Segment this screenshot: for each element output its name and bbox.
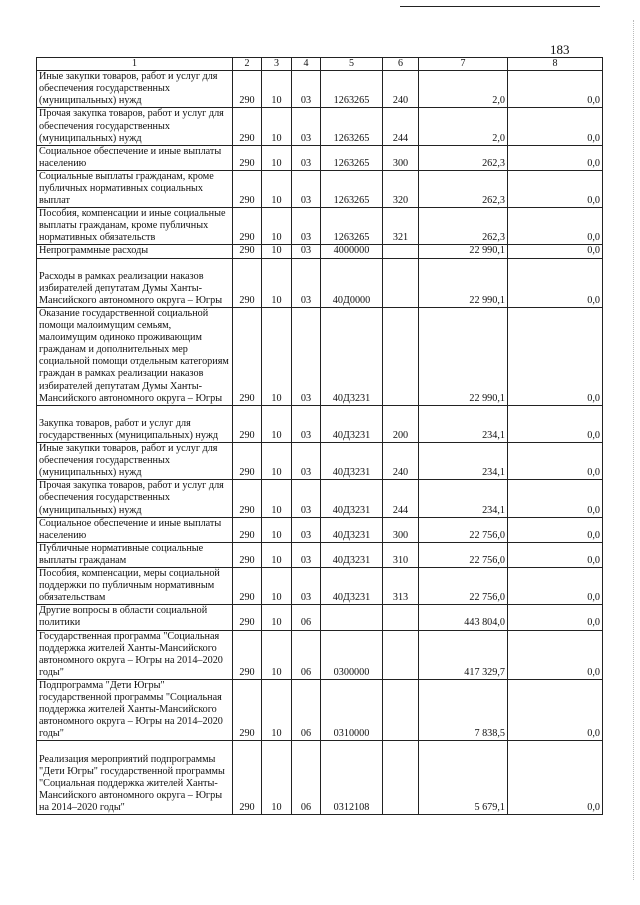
row-value-cell-c2: 290 <box>233 517 262 542</box>
row-name-cell: Государственная программа "Социальная поддержка жителей Ханты-Мансийского автономного округа – Югры на 2014–2020 годы" <box>37 630 233 679</box>
table-row <box>37 741 603 815</box>
row-value-cell-c5: 40Д3231 <box>321 542 383 567</box>
table-row <box>37 542 603 567</box>
row-name-cell: Оказание государственной социальной помощи малоимущим семьям, малоимущим одиноко проживающим гражданам и дополнительных мер социальной помощи отдельным категориям граждан в рамках реализации наказов избирателей депутатам Думы Ханты-Мансийского автономного округа – Югры <box>37 307 233 405</box>
row-value-cell-c6: 244 <box>383 480 419 517</box>
row-value-cell-c8: 0,0 <box>508 679 603 741</box>
row-value-cell-c6 <box>383 741 419 815</box>
row-value-cell-c4: 06 <box>292 741 321 815</box>
row-name-cell: Другие вопросы в области социальной политики <box>37 605 233 630</box>
row-value-cell-c5: 40Д3231 <box>321 517 383 542</box>
row-value-cell-c4: 03 <box>292 542 321 567</box>
column-header: 8 <box>508 58 603 71</box>
row-value-cell-c2: 290 <box>233 542 262 567</box>
row-value-cell-c3: 10 <box>262 108 292 145</box>
row-value-cell-c4: 03 <box>292 307 321 405</box>
row-value-cell-c7: 443 804,0 <box>419 605 508 630</box>
row-value-cell-c6: 300 <box>383 145 419 170</box>
row-name-cell: Прочая закупка товаров, работ и услуг для обеспечения государственных (муниципальных) нужд <box>37 480 233 517</box>
row-value-cell-c5: 40Д3231 <box>321 443 383 480</box>
row-value-cell-c5: 1263265 <box>321 108 383 145</box>
row-value-cell-c5: 1263265 <box>321 208 383 245</box>
row-value-cell-c5: 0310000 <box>321 679 383 741</box>
row-value-cell-c4: 06 <box>292 605 321 630</box>
table-row <box>37 605 603 630</box>
row-name-cell: Непрограммные расходы <box>37 245 233 258</box>
table-row <box>37 145 603 170</box>
row-value-cell-c3: 10 <box>262 679 292 741</box>
row-value-cell-c6 <box>383 245 419 258</box>
row-value-cell-c8: 0,0 <box>508 443 603 480</box>
row-value-cell-c6: 240 <box>383 443 419 480</box>
column-header: 5 <box>321 58 383 71</box>
row-value-cell-c5: 40Д3231 <box>321 307 383 405</box>
row-value-cell-c3: 10 <box>262 245 292 258</box>
row-value-cell-c8: 0,0 <box>508 741 603 815</box>
row-name-cell: Пособия, компенсации, меры социальной поддержки по публичным нормативным обязательствам <box>37 568 233 605</box>
row-value-cell-c3: 10 <box>262 443 292 480</box>
top-rule <box>400 6 600 7</box>
row-value-cell-c8: 0,0 <box>508 108 603 145</box>
row-value-cell-c4: 03 <box>292 108 321 145</box>
row-value-cell-c2: 290 <box>233 208 262 245</box>
row-value-cell-c8: 0,0 <box>508 517 603 542</box>
table-row <box>37 480 603 517</box>
row-value-cell-c5: 1263265 <box>321 170 383 207</box>
row-value-cell-c7: 22 756,0 <box>419 542 508 567</box>
row-value-cell-c6: 313 <box>383 568 419 605</box>
row-value-cell-c7: 234,1 <box>419 443 508 480</box>
row-value-cell-c2: 290 <box>233 245 262 258</box>
column-header: 7 <box>419 58 508 71</box>
row-value-cell-c4: 03 <box>292 170 321 207</box>
header-row <box>37 58 603 71</box>
column-header: 6 <box>383 58 419 71</box>
row-value-cell-c2: 290 <box>233 405 262 442</box>
row-value-cell-c7: 22 990,1 <box>419 245 508 258</box>
table-row <box>37 443 603 480</box>
row-value-cell-c3: 10 <box>262 741 292 815</box>
row-name-cell: Прочая закупка товаров, работ и услуг для обеспечения государственных (муниципальных) нужд <box>37 108 233 145</box>
table-row <box>37 258 603 307</box>
table-row <box>37 170 603 207</box>
row-value-cell-c4: 06 <box>292 630 321 679</box>
row-value-cell-c3: 10 <box>262 630 292 679</box>
row-value-cell-c4: 03 <box>292 145 321 170</box>
table-body <box>37 71 603 815</box>
row-value-cell-c3: 10 <box>262 307 292 405</box>
row-value-cell-c5: 40Д3231 <box>321 480 383 517</box>
row-value-cell-c2: 290 <box>233 630 262 679</box>
row-name-cell: Социальные выплаты гражданам, кроме публичных нормативных социальных выплат <box>37 170 233 207</box>
row-value-cell-c3: 10 <box>262 542 292 567</box>
row-value-cell-c4: 03 <box>292 517 321 542</box>
row-name-cell: Закупка товаров, работ и услуг для государственных (муниципальных) нужд <box>37 405 233 442</box>
row-value-cell-c2: 290 <box>233 71 262 108</box>
row-value-cell-c4: 06 <box>292 679 321 741</box>
table-row <box>37 245 603 258</box>
row-value-cell-c2: 290 <box>233 443 262 480</box>
row-name-cell: Подпрограмма "Дети Югры" государственной программы "Социальная поддержка жителей Ханты-Мансийского автономного округа – Югры на 2014–2020 годы" <box>37 679 233 741</box>
row-value-cell-c4: 03 <box>292 245 321 258</box>
row-value-cell-c6: 200 <box>383 405 419 442</box>
row-value-cell-c4: 03 <box>292 71 321 108</box>
row-value-cell-c5: 1263265 <box>321 71 383 108</box>
row-value-cell-c8: 0,0 <box>508 170 603 207</box>
column-header: 3 <box>262 58 292 71</box>
row-value-cell-c2: 290 <box>233 307 262 405</box>
row-value-cell-c6: 310 <box>383 542 419 567</box>
column-header: 1 <box>37 58 233 71</box>
table-row <box>37 517 603 542</box>
table-row <box>37 307 603 405</box>
row-value-cell-c3: 10 <box>262 605 292 630</box>
row-value-cell-c5: 40Д3231 <box>321 568 383 605</box>
row-value-cell-c8: 0,0 <box>508 71 603 108</box>
row-value-cell-c7: 5 679,1 <box>419 741 508 815</box>
row-value-cell-c2: 290 <box>233 480 262 517</box>
row-value-cell-c8: 0,0 <box>508 307 603 405</box>
page-number: 183 <box>550 42 570 57</box>
row-value-cell-c5 <box>321 605 383 630</box>
row-name-cell: Пособия, компенсации и иные социальные выплаты гражданам, кроме публичных нормативных обязательств <box>37 208 233 245</box>
row-value-cell-c5: 40Д3231 <box>321 405 383 442</box>
column-header: 4 <box>292 58 321 71</box>
row-value-cell-c2: 290 <box>233 258 262 307</box>
row-value-cell-c8: 0,0 <box>508 605 603 630</box>
page-edge-marks <box>631 20 634 880</box>
row-value-cell-c5: 40Д0000 <box>321 258 383 307</box>
row-value-cell-c3: 10 <box>262 208 292 245</box>
row-value-cell-c7: 417 329,7 <box>419 630 508 679</box>
row-value-cell-c6: 300 <box>383 517 419 542</box>
row-value-cell-c3: 10 <box>262 568 292 605</box>
row-name-cell: Реализация мероприятий подпрограммы "Дети Югры" государственной программы "Социальная поддержка жителей Ханты-Мансийского автономного округа – Югры на 2014–2020 годы" <box>37 741 233 815</box>
row-name-cell: Социальное обеспечение и иные выплаты населению <box>37 145 233 170</box>
row-value-cell-c5: 1263265 <box>321 145 383 170</box>
row-value-cell-c8: 0,0 <box>508 542 603 567</box>
row-value-cell-c7: 2,0 <box>419 71 508 108</box>
table-row <box>37 71 603 108</box>
table-row <box>37 630 603 679</box>
row-value-cell-c4: 03 <box>292 258 321 307</box>
row-value-cell-c6 <box>383 630 419 679</box>
row-value-cell-c5: 4000000 <box>321 245 383 258</box>
row-name-cell: Иные закупки товаров, работ и услуг для обеспечения государственных (муниципальных) нужд <box>37 71 233 108</box>
row-value-cell-c7: 262,3 <box>419 170 508 207</box>
row-value-cell-c6: 244 <box>383 108 419 145</box>
table-row <box>37 679 603 741</box>
row-value-cell-c3: 10 <box>262 480 292 517</box>
row-value-cell-c2: 290 <box>233 170 262 207</box>
row-value-cell-c7: 22 990,1 <box>419 307 508 405</box>
row-value-cell-c2: 290 <box>233 145 262 170</box>
table-row <box>37 405 603 442</box>
row-value-cell-c4: 03 <box>292 480 321 517</box>
row-value-cell-c7: 2,0 <box>419 108 508 145</box>
row-value-cell-c3: 10 <box>262 170 292 207</box>
row-name-cell: Расходы в рамках реализации наказов избирателей депутатам Думы Ханты-Мансийского автономного округа – Югры <box>37 258 233 307</box>
row-name-cell: Социальное обеспечение и иные выплаты населению <box>37 517 233 542</box>
row-value-cell-c2: 290 <box>233 741 262 815</box>
row-value-cell-c4: 03 <box>292 208 321 245</box>
row-value-cell-c4: 03 <box>292 405 321 442</box>
row-value-cell-c3: 10 <box>262 71 292 108</box>
row-value-cell-c7: 22 756,0 <box>419 517 508 542</box>
table-row <box>37 568 603 605</box>
row-value-cell-c3: 10 <box>262 517 292 542</box>
row-value-cell-c7: 7 838,5 <box>419 679 508 741</box>
row-value-cell-c5: 0300000 <box>321 630 383 679</box>
row-value-cell-c8: 0,0 <box>508 568 603 605</box>
row-value-cell-c6: 320 <box>383 170 419 207</box>
row-value-cell-c8: 0,0 <box>508 480 603 517</box>
row-value-cell-c6 <box>383 679 419 741</box>
table-row <box>37 208 603 245</box>
row-value-cell-c6 <box>383 605 419 630</box>
row-name-cell: Публичные нормативные социальные выплаты гражданам <box>37 542 233 567</box>
row-value-cell-c2: 290 <box>233 568 262 605</box>
row-value-cell-c4: 03 <box>292 568 321 605</box>
row-value-cell-c6: 240 <box>383 71 419 108</box>
row-value-cell-c7: 22 756,0 <box>419 568 508 605</box>
row-value-cell-c5: 0312108 <box>321 741 383 815</box>
row-value-cell-c8: 0,0 <box>508 405 603 442</box>
row-value-cell-c2: 290 <box>233 679 262 741</box>
row-value-cell-c4: 03 <box>292 443 321 480</box>
row-value-cell-c2: 290 <box>233 108 262 145</box>
row-value-cell-c7: 22 990,1 <box>419 258 508 307</box>
row-value-cell-c3: 10 <box>262 258 292 307</box>
row-name-cell: Иные закупки товаров, работ и услуг для обеспечения государственных (муниципальных) нужд <box>37 443 233 480</box>
row-value-cell-c3: 10 <box>262 145 292 170</box>
row-value-cell-c7: 234,1 <box>419 480 508 517</box>
row-value-cell-c8: 0,0 <box>508 145 603 170</box>
row-value-cell-c3: 10 <box>262 405 292 442</box>
row-value-cell-c7: 234,1 <box>419 405 508 442</box>
row-value-cell-c8: 0,0 <box>508 258 603 307</box>
row-value-cell-c6: 321 <box>383 208 419 245</box>
row-value-cell-c6 <box>383 258 419 307</box>
row-value-cell-c8: 0,0 <box>508 245 603 258</box>
row-value-cell-c8: 0,0 <box>508 630 603 679</box>
row-value-cell-c6 <box>383 307 419 405</box>
row-value-cell-c8: 0,0 <box>508 208 603 245</box>
row-value-cell-c2: 290 <box>233 605 262 630</box>
column-header: 2 <box>233 58 262 71</box>
row-value-cell-c7: 262,3 <box>419 208 508 245</box>
table-row <box>37 108 603 145</box>
row-value-cell-c7: 262,3 <box>419 145 508 170</box>
budget-table <box>36 57 603 815</box>
